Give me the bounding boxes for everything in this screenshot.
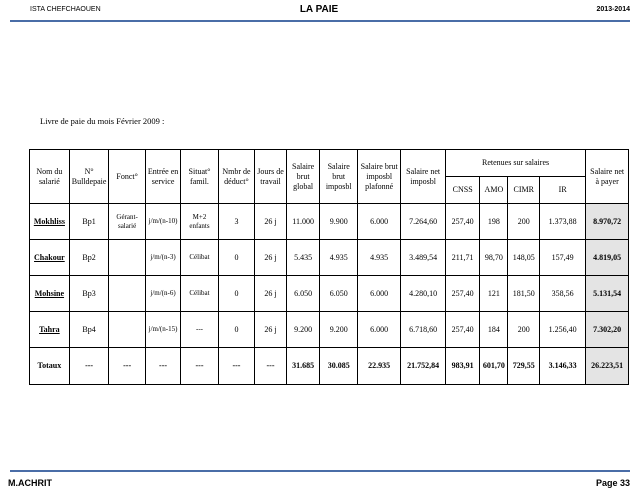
totals-net: 26.223,51 xyxy=(586,348,629,385)
col-ir: IR xyxy=(540,177,586,204)
col-jours: Jours de travail xyxy=(255,150,287,204)
cell-situat: --- xyxy=(181,312,218,348)
cell-sni: 4.280,10 xyxy=(401,276,446,312)
header-divider xyxy=(10,20,630,22)
cell-entree: j/m/(n-6) xyxy=(145,276,181,312)
table-row xyxy=(30,204,629,240)
cell-sbip: 6.000 xyxy=(358,276,401,312)
totals-sni: 21.752,84 xyxy=(401,348,446,385)
cell-ir: 157,49 xyxy=(540,240,586,276)
cell-sbi: 9.900 xyxy=(320,204,358,240)
cell-jours: 26 j xyxy=(255,276,287,312)
col-retenues: Retenues sur salaires xyxy=(445,150,585,177)
cell-amo: 121 xyxy=(480,276,508,312)
cell-sni: 7.264,60 xyxy=(401,204,446,240)
totals-cimr: 729,55 xyxy=(508,348,540,385)
cell-nom: Mohsine xyxy=(30,276,70,312)
header-year: 2013-2014 xyxy=(596,6,630,13)
cell-amo: 98,70 xyxy=(480,240,508,276)
cell-nom: Tahra xyxy=(30,312,70,348)
payroll-table xyxy=(29,149,629,385)
col-sni: Salaire net imposbl xyxy=(401,150,446,204)
cell-jours: 26 j xyxy=(255,312,287,348)
totals-amo: 601,70 xyxy=(480,348,508,385)
cell-cimr: 181,50 xyxy=(508,276,540,312)
col-net: Salaire net à payer xyxy=(586,150,629,204)
cell-sbg: 6.050 xyxy=(286,276,320,312)
cell-sni: 6.718,60 xyxy=(401,312,446,348)
cell-fonct: Gérant-salarié xyxy=(109,204,145,240)
cell-sbi: 6.050 xyxy=(320,276,358,312)
col-cimr: CIMR xyxy=(508,177,540,204)
cell-entree: j/m/(n-3) xyxy=(145,240,181,276)
col-nmbr: Nmbr de déduct° xyxy=(218,150,255,204)
cell-situat: Célibat xyxy=(181,276,218,312)
col-amo: AMO xyxy=(480,177,508,204)
cell-sbip: 6.000 xyxy=(358,204,401,240)
col-entree: Entrée en service xyxy=(145,150,181,204)
cell-nmbr: 0 xyxy=(218,312,255,348)
cell-ir: 1.373,88 xyxy=(540,204,586,240)
cell-net: 5.131,54 xyxy=(586,276,629,312)
cell-sbg: 11.000 xyxy=(286,204,320,240)
cell-sbg: 5.435 xyxy=(286,240,320,276)
table-row xyxy=(30,276,629,312)
page-header xyxy=(0,0,638,22)
totals-dash: --- xyxy=(255,348,287,385)
cell-ir: 358,56 xyxy=(540,276,586,312)
cell-nmbr: 0 xyxy=(218,276,255,312)
footer-divider xyxy=(10,470,630,472)
col-sbi: Salaire brut imposbl xyxy=(320,150,358,204)
totals-ir: 3.146,33 xyxy=(540,348,586,385)
footer-page-number: Page 33 xyxy=(595,478,630,488)
cell-nom: Mokhliss xyxy=(30,204,70,240)
cell-ir: 1.256,40 xyxy=(540,312,586,348)
cell-situat: Célibat xyxy=(181,240,218,276)
cell-entree: j/m/(n-10) xyxy=(145,204,181,240)
cell-cimr: 148,05 xyxy=(508,240,540,276)
col-num: N° Bulldepaie xyxy=(69,150,109,204)
cell-sbg: 9.200 xyxy=(286,312,320,348)
totals-dash: --- xyxy=(69,348,109,385)
cell-num: Bp4 xyxy=(69,312,109,348)
cell-sni: 3.489,54 xyxy=(401,240,446,276)
cell-nmbr: 3 xyxy=(218,204,255,240)
cell-cnss: 257,40 xyxy=(445,276,480,312)
col-fonct: Fonct° xyxy=(109,150,145,204)
totals-sbi: 30.085 xyxy=(320,348,358,385)
cell-sbi: 9.200 xyxy=(320,312,358,348)
cell-nom: Chakour xyxy=(30,240,70,276)
cell-net: 8.970,72 xyxy=(586,204,629,240)
cell-net: 7.302,20 xyxy=(586,312,629,348)
col-sbg: Salaire brut global xyxy=(286,150,320,204)
totals-dash: --- xyxy=(181,348,218,385)
header-school: ISTA CHEFCHAOUEN xyxy=(30,6,101,13)
cell-cnss: 211,71 xyxy=(445,240,480,276)
cell-sbip: 4.935 xyxy=(358,240,401,276)
header-row-1 xyxy=(30,150,629,177)
header-title: LA PAIE xyxy=(299,4,339,15)
totals-cnss: 983,91 xyxy=(445,348,480,385)
col-sbip: Salaire brut imposbl plafonné xyxy=(358,150,401,204)
cell-jours: 26 j xyxy=(255,240,287,276)
table-row xyxy=(30,240,629,276)
cell-num: Bp3 xyxy=(69,276,109,312)
cell-sbi: 4.935 xyxy=(320,240,358,276)
cell-jours: 26 j xyxy=(255,204,287,240)
cell-num: Bp2 xyxy=(69,240,109,276)
col-cnss: CNSS xyxy=(445,177,480,204)
footer-author: M.ACHRIT xyxy=(8,478,52,488)
cell-situat: M+2 enfants xyxy=(181,204,218,240)
cell-entree: j/m/(n-15) xyxy=(145,312,181,348)
totals-sbg: 31.685 xyxy=(286,348,320,385)
cell-num: Bp1 xyxy=(69,204,109,240)
cell-fonct xyxy=(109,240,145,276)
cell-cimr: 200 xyxy=(508,312,540,348)
totals-label: Totaux xyxy=(30,348,70,385)
cell-cimr: 200 xyxy=(508,204,540,240)
cell-sbip: 6.000 xyxy=(358,312,401,348)
totals-row xyxy=(30,348,629,385)
cell-cnss: 257,40 xyxy=(445,312,480,348)
col-situat: Situat° famil. xyxy=(181,150,218,204)
totals-dash: --- xyxy=(218,348,255,385)
totals-sbip: 22.935 xyxy=(358,348,401,385)
totals-dash: --- xyxy=(109,348,145,385)
cell-amo: 198 xyxy=(480,204,508,240)
cell-nmbr: 0 xyxy=(218,240,255,276)
col-nom: Nom du salarié xyxy=(30,150,70,204)
table-row xyxy=(30,312,629,348)
cell-fonct xyxy=(109,276,145,312)
intro-text: Livre de paie du mois Février 2009 : xyxy=(40,116,165,126)
cell-cnss: 257,40 xyxy=(445,204,480,240)
cell-net: 4.819,05 xyxy=(586,240,629,276)
cell-amo: 184 xyxy=(480,312,508,348)
cell-fonct xyxy=(109,312,145,348)
totals-dash: --- xyxy=(145,348,181,385)
